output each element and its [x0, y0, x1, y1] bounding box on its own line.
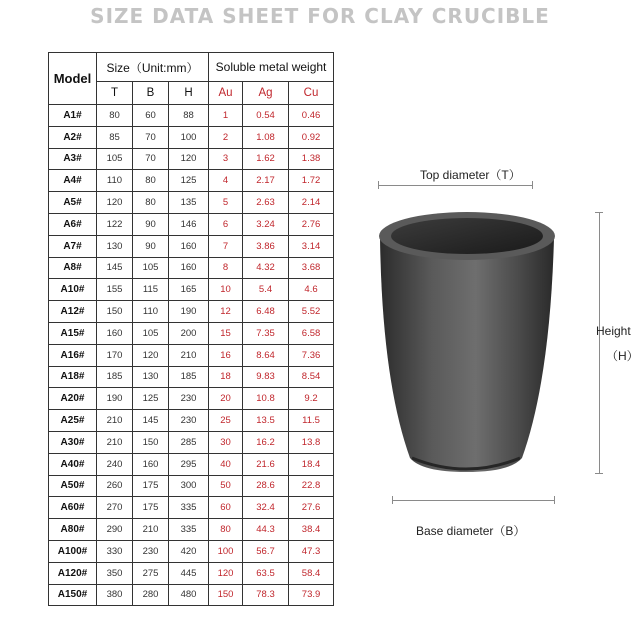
cell-b: 90 [133, 213, 169, 235]
cell-model: A5# [49, 192, 97, 214]
height-symbol-label: （H） [606, 349, 639, 363]
blank-area [358, 585, 640, 640]
cell-cu: 38.4 [289, 519, 334, 541]
cell-au: 18 [209, 366, 243, 388]
cell-cu: 6.58 [289, 322, 334, 344]
cell-b: 145 [133, 410, 169, 432]
crucible-size-table [48, 52, 334, 606]
cell-ag: 3.86 [243, 235, 289, 257]
cell-model: A12# [49, 301, 97, 323]
table-row [49, 366, 334, 388]
cell-cu: 3.68 [289, 257, 334, 279]
cell-au: 2 [209, 126, 243, 148]
cell-cu: 1.72 [289, 170, 334, 192]
cell-ag: 13.5 [243, 410, 289, 432]
cell-h: 200 [169, 322, 209, 344]
cell-b: 70 [133, 126, 169, 148]
cell-cu: 73.9 [289, 584, 334, 606]
table-row [49, 148, 334, 170]
cell-model: A16# [49, 344, 97, 366]
cell-model: A15# [49, 322, 97, 344]
cell-t: 105 [97, 148, 133, 170]
top-dimension-line [378, 185, 533, 186]
table-row [49, 105, 334, 127]
cell-au: 30 [209, 431, 243, 453]
cell-model: A30# [49, 431, 97, 453]
cell-au: 50 [209, 475, 243, 497]
cell-model: A6# [49, 213, 97, 235]
table-row [49, 301, 334, 323]
table-row [49, 584, 334, 606]
base-dimension-tick-right [554, 496, 555, 504]
cell-t: 80 [97, 105, 133, 127]
cell-b: 120 [133, 344, 169, 366]
cell-b: 175 [133, 497, 169, 519]
cell-h: 480 [169, 584, 209, 606]
cell-ag: 21.6 [243, 453, 289, 475]
table-row [49, 497, 334, 519]
cell-model: A7# [49, 235, 97, 257]
cell-t: 155 [97, 279, 133, 301]
cell-ag: 32.4 [243, 497, 289, 519]
table-row [49, 192, 334, 214]
cell-model: A20# [49, 388, 97, 410]
cell-cu: 1.38 [289, 148, 334, 170]
cell-b: 80 [133, 170, 169, 192]
table-row [49, 431, 334, 453]
cell-b: 60 [133, 105, 169, 127]
cell-h: 120 [169, 148, 209, 170]
cell-h: 146 [169, 213, 209, 235]
cell-t: 210 [97, 431, 133, 453]
cell-t: 210 [97, 410, 133, 432]
table-row [49, 453, 334, 475]
cell-ag: 0.54 [243, 105, 289, 127]
cell-cu: 27.6 [289, 497, 334, 519]
cell-au: 15 [209, 322, 243, 344]
table-row [49, 170, 334, 192]
cell-t: 120 [97, 192, 133, 214]
cell-t: 240 [97, 453, 133, 475]
cell-model: A4# [49, 170, 97, 192]
cell-t: 330 [97, 540, 133, 562]
model-header: Model [49, 53, 97, 105]
cell-ag: 63.5 [243, 562, 289, 584]
cell-model: A1# [49, 105, 97, 127]
base-dimension-line [392, 500, 555, 501]
col-header-h: H [169, 82, 209, 105]
cell-b: 130 [133, 366, 169, 388]
table-row [49, 519, 334, 541]
cell-h: 165 [169, 279, 209, 301]
cell-au: 12 [209, 301, 243, 323]
cell-h: 210 [169, 344, 209, 366]
cell-h: 160 [169, 235, 209, 257]
size-header: Size（Unit:mm） [97, 53, 209, 82]
cell-cu: 18.4 [289, 453, 334, 475]
cell-au: 3 [209, 148, 243, 170]
cell-au: 120 [209, 562, 243, 584]
cell-au: 8 [209, 257, 243, 279]
cell-h: 335 [169, 497, 209, 519]
cell-cu: 7.36 [289, 344, 334, 366]
cell-ag: 4.32 [243, 257, 289, 279]
cell-t: 122 [97, 213, 133, 235]
cell-h: 190 [169, 301, 209, 323]
table-row [49, 126, 334, 148]
cell-model: A25# [49, 410, 97, 432]
cell-b: 70 [133, 148, 169, 170]
crucible-body [380, 238, 554, 472]
cell-t: 160 [97, 322, 133, 344]
cell-t: 350 [97, 562, 133, 584]
table-body [49, 105, 334, 606]
top-dimension-tick-right [532, 181, 533, 189]
cell-t: 380 [97, 584, 133, 606]
cell-b: 275 [133, 562, 169, 584]
cell-h: 160 [169, 257, 209, 279]
cell-ag: 1.62 [243, 148, 289, 170]
table-row [49, 257, 334, 279]
cell-t: 145 [97, 257, 133, 279]
table-row [49, 279, 334, 301]
cell-b: 110 [133, 301, 169, 323]
crucible-diagram [370, 160, 640, 540]
cell-b: 105 [133, 322, 169, 344]
cell-cu: 58.4 [289, 562, 334, 584]
cell-b: 115 [133, 279, 169, 301]
cell-model: A150# [49, 584, 97, 606]
table-row [49, 410, 334, 432]
cell-au: 4 [209, 170, 243, 192]
table-row [49, 235, 334, 257]
cell-model: A10# [49, 279, 97, 301]
cell-cu: 5.52 [289, 301, 334, 323]
cell-au: 5 [209, 192, 243, 214]
table-row [49, 322, 334, 344]
cell-cu: 0.92 [289, 126, 334, 148]
crucible-opening [391, 218, 543, 254]
cell-h: 230 [169, 410, 209, 432]
cell-au: 10 [209, 279, 243, 301]
cell-t: 260 [97, 475, 133, 497]
cell-cu: 9.2 [289, 388, 334, 410]
cell-ag: 16.2 [243, 431, 289, 453]
cell-model: A80# [49, 519, 97, 541]
cell-t: 130 [97, 235, 133, 257]
cell-b: 150 [133, 431, 169, 453]
cell-cu: 47.3 [289, 540, 334, 562]
cell-au: 20 [209, 388, 243, 410]
cell-t: 110 [97, 170, 133, 192]
cell-h: 100 [169, 126, 209, 148]
cell-t: 150 [97, 301, 133, 323]
base-diameter-label: Base diameter（B） [416, 524, 526, 538]
cell-h: 230 [169, 388, 209, 410]
cell-au: 100 [209, 540, 243, 562]
cell-h: 185 [169, 366, 209, 388]
cell-model: A50# [49, 475, 97, 497]
cell-h: 88 [169, 105, 209, 127]
cell-cu: 22.8 [289, 475, 334, 497]
cell-ag: 78.3 [243, 584, 289, 606]
col-header-au: Au [209, 82, 243, 105]
metal-weight-header: Soluble metal weight [209, 53, 334, 82]
cell-au: 40 [209, 453, 243, 475]
cell-b: 105 [133, 257, 169, 279]
table-row [49, 388, 334, 410]
col-header-cu: Cu [289, 82, 334, 105]
cell-b: 230 [133, 540, 169, 562]
cell-au: 25 [209, 410, 243, 432]
cell-cu: 8.54 [289, 366, 334, 388]
cell-h: 300 [169, 475, 209, 497]
base-dimension-tick-left [392, 496, 393, 504]
cell-cu: 4.6 [289, 279, 334, 301]
cell-cu: 2.76 [289, 213, 334, 235]
cell-au: 150 [209, 584, 243, 606]
cell-au: 7 [209, 235, 243, 257]
col-header-b: B [133, 82, 169, 105]
height-dimension-line [599, 212, 600, 474]
cell-model: A60# [49, 497, 97, 519]
cell-ag: 8.64 [243, 344, 289, 366]
cell-ag: 3.24 [243, 213, 289, 235]
cell-au: 80 [209, 519, 243, 541]
cell-au: 16 [209, 344, 243, 366]
table-row [49, 475, 334, 497]
cell-t: 190 [97, 388, 133, 410]
cell-h: 335 [169, 519, 209, 541]
cell-ag: 56.7 [243, 540, 289, 562]
top-diameter-label: Top diameter（T） [420, 168, 521, 182]
height-label: Height [596, 324, 631, 338]
cell-h: 125 [169, 170, 209, 192]
cell-b: 280 [133, 584, 169, 606]
cell-ag: 28.6 [243, 475, 289, 497]
cell-h: 445 [169, 562, 209, 584]
cell-ag: 1.08 [243, 126, 289, 148]
height-dimension-tick-top [595, 212, 603, 213]
cell-b: 175 [133, 475, 169, 497]
top-dimension-tick-left [378, 181, 379, 189]
cell-ag: 10.8 [243, 388, 289, 410]
height-dimension-tick-bottom [595, 473, 603, 474]
cell-h: 295 [169, 453, 209, 475]
cell-ag: 5.4 [243, 279, 289, 301]
cell-cu: 13.8 [289, 431, 334, 453]
cell-model: A100# [49, 540, 97, 562]
cell-model: A120# [49, 562, 97, 584]
table-row [49, 562, 334, 584]
cell-cu: 3.14 [289, 235, 334, 257]
cell-au: 6 [209, 213, 243, 235]
cell-b: 125 [133, 388, 169, 410]
cell-b: 80 [133, 192, 169, 214]
cell-cu: 0.46 [289, 105, 334, 127]
cell-t: 170 [97, 344, 133, 366]
cell-t: 290 [97, 519, 133, 541]
cell-h: 420 [169, 540, 209, 562]
col-header-ag: Ag [243, 82, 289, 105]
cell-model: A8# [49, 257, 97, 279]
cell-ag: 7.35 [243, 322, 289, 344]
cell-cu: 11.5 [289, 410, 334, 432]
cell-ag: 2.63 [243, 192, 289, 214]
cell-ag: 44.3 [243, 519, 289, 541]
cell-h: 135 [169, 192, 209, 214]
cell-model: A3# [49, 148, 97, 170]
table-row [49, 344, 334, 366]
cell-t: 270 [97, 497, 133, 519]
cell-b: 90 [133, 235, 169, 257]
cell-ag: 6.48 [243, 301, 289, 323]
page-title: SIZE DATA SHEET FOR CLAY CRUCIBLE [90, 4, 550, 28]
cell-b: 160 [133, 453, 169, 475]
crucible-image [370, 200, 570, 510]
cell-ag: 2.17 [243, 170, 289, 192]
cell-cu: 2.14 [289, 192, 334, 214]
cell-t: 185 [97, 366, 133, 388]
col-header-t: T [97, 82, 133, 105]
cell-b: 210 [133, 519, 169, 541]
cell-model: A2# [49, 126, 97, 148]
table-row [49, 540, 334, 562]
cell-t: 85 [97, 126, 133, 148]
cell-ag: 9.83 [243, 366, 289, 388]
cell-au: 1 [209, 105, 243, 127]
cell-model: A40# [49, 453, 97, 475]
cell-au: 60 [209, 497, 243, 519]
table-row [49, 213, 334, 235]
cell-model: A18# [49, 366, 97, 388]
cell-h: 285 [169, 431, 209, 453]
